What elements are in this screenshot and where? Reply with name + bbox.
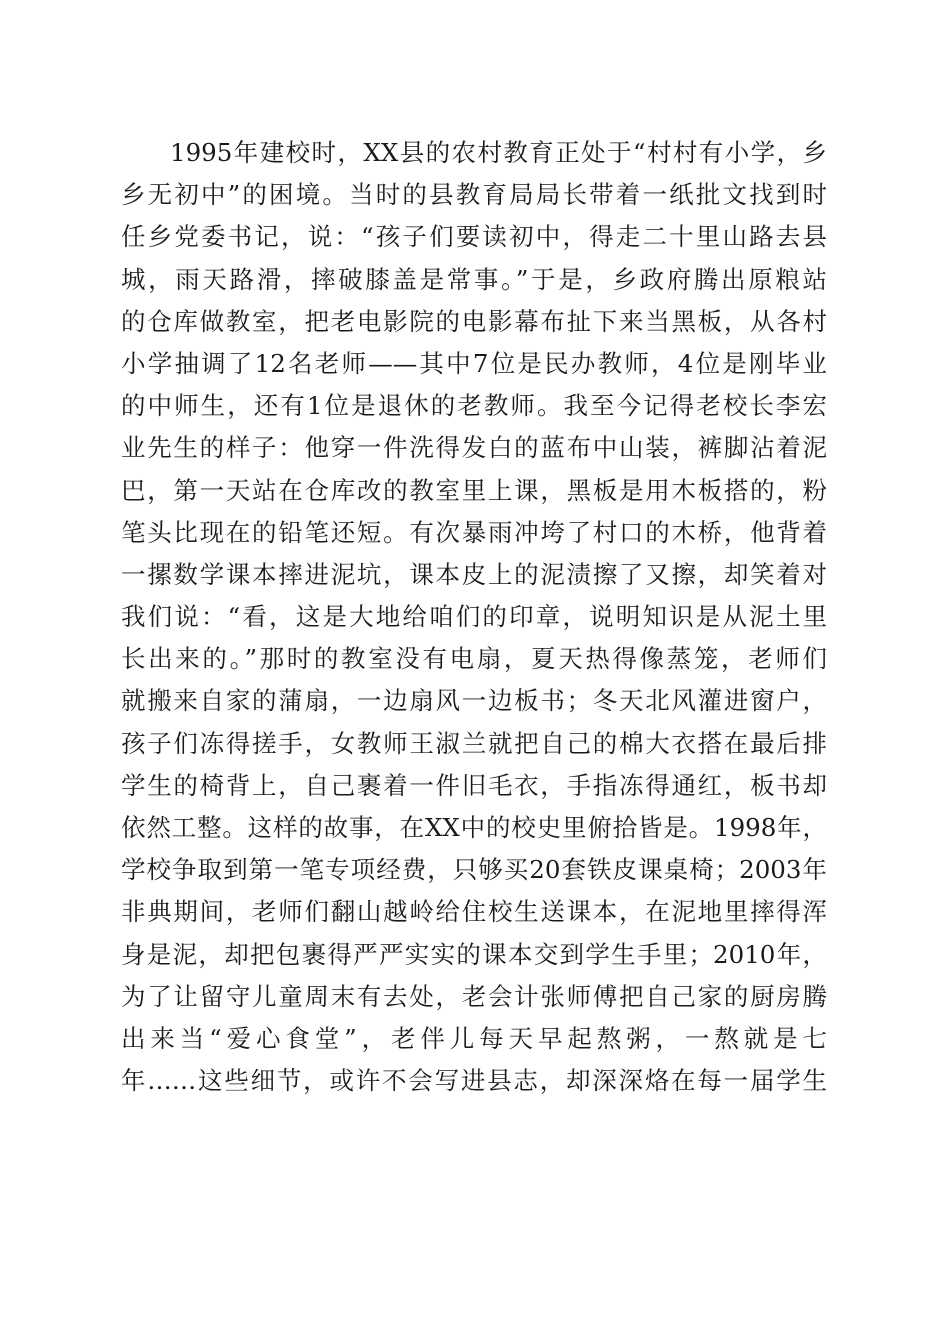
text-line: 任乡党委书记，说：“孩子们要读初中，得走二十里山路去县	[121, 222, 827, 252]
text-line: 非典期间，老师们翻山越岭给住校生送课本，在泥地里摔得浑	[121, 897, 827, 927]
text-line: 巴，第一天站在仓库改的教室里上课，黑板是用木板搭的，粉	[121, 475, 827, 505]
text-line: 的仓库做教室，把老电影院的电影幕布扯下来当黑板，从各村	[121, 306, 827, 336]
text-line: 出来当“爱心食堂”，老伴儿每天早起熬粥，一熬就是七	[121, 1023, 827, 1053]
text-line: 的中师生，还有1位是退休的老教师。我至今记得老校长李宏	[121, 391, 827, 421]
text-line: 长出来的。”那时的教室没有电扇，夏天热得像蒸笼，老师们	[121, 644, 827, 674]
text-line: 身是泥，却把包裹得严严实实的课本交到学生手里；2010年，	[121, 939, 827, 969]
text-line: 为了让留守儿童周末有去处，老会计张师傅把自己家的厨房腾	[121, 981, 827, 1011]
text-line: 我们说：“看，这是大地给咱们的印章，说明知识是从泥土里	[121, 602, 827, 632]
text-line: 就搬来自家的蒲扇，一边扇风一边板书；冬天北风灌进窗户，	[121, 686, 827, 716]
text-line: 学生的椅背上，自己裹着一件旧毛衣，手指冻得通红，板书却	[121, 770, 827, 800]
text-line: 城，雨天路滑，摔破膝盖是常事。”于是，乡政府腾出原粮站	[121, 264, 827, 294]
text-line: 一摞数学课本摔进泥坑，课本皮上的泥渍擦了又擦，却笑着对	[121, 559, 827, 589]
text-line: 业先生的样子：他穿一件洗得发白的蓝布中山装，裤脚沾着泥	[121, 433, 827, 463]
text-line: 依然工整。这样的故事，在XX中的校史里俯拾皆是。1998年，	[121, 813, 827, 842]
text-line: 乡无初中”的困境。当时的县教育局局长带着一纸批文找到时	[121, 180, 827, 210]
text-line: 孩子们冻得搓手，女教师王淑兰就把自己的棉大衣搭在最后排	[121, 728, 827, 758]
text-line: 小学抽调了12名老师——其中7位是民办教师，4位是刚毕业	[121, 348, 827, 378]
text-line: 笔头比现在的铅笔还短。有次暴雨冲垮了村口的木桥，他背着	[121, 517, 827, 547]
text-line: 学校争取到第一笔专项经费，只够买20套铁皮课桌椅；2003年	[121, 855, 827, 885]
text-line: 1995年建校时，XX县的农村教育正处于“村村有小学，乡	[170, 138, 827, 167]
text-line: 年……这些细节，或许不会写进县志，却深深烙在每一届学生	[121, 1066, 827, 1096]
body-paragraph	[121, 132, 827, 1102]
